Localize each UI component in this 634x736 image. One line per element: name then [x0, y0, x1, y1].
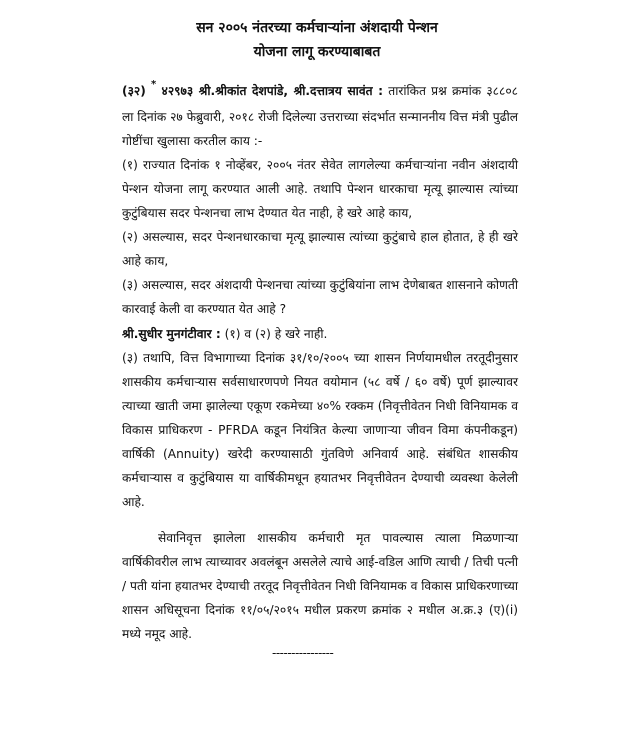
- answer-paragraph-2: सेवानिवृत्त झालेला शासकीय कर्मचारी मृत पावल्यास त्याला मिळणाऱ्या वार्षिकीवरील लाभ त्याच्यावर अवलंबून असलेले त्याचे आई-वडिल आणि त्याची / तिची पत्नी / पती यांना हयातभर देण्याची तरतूद निवृत्तीवेतन निधी विनियामक व विकास प्राधिकरणाच्या शासन अधिसूचना दिनांक ११/०५/२०१५ मधील प्रकरण क्रमांक २ मधील अ.क्र.३ (ए)(i) मध्ये नमूद आहे.: [122, 531, 518, 641]
- starred-marker: *: [151, 79, 157, 90]
- question-ref-names: ४२९७३ श्री.श्रीकांत देशपांडे, श्री.दत्तात्रय सावंत :: [161, 84, 384, 98]
- question-item-3: (३) असल्यास, सदर अंशदायी पेन्शनचा त्यांच्या कुटुंबियांना लाभ देणेबाबत शासनाने कोणती कारवाई केली वा करण्यात येत आहे ?: [122, 278, 518, 316]
- end-separator: ----------------: [272, 646, 334, 660]
- question-intro-text: तारांकित प्रश्न क्रमांक ३८८०८ ला दिनांक २७ फेब्रुवारी, २०१८ रोजी दिलेल्या उत्तराच्या संदर्भात सन्माननीय वित्त मंत्री पुढील गोष्टींचा खुलासा करतील काय :-: [122, 84, 519, 148]
- question-item-1: (१) राज्यात दिनांक १ नोव्हेंबर, २००५ नंतर सेवेत लागलेल्या कर्मचाऱ्यांना नवीन अंशदायी पेन्शन योजना लागू करण्यात आली आहे. तथापि पेन्शन धारकाचा मृत्यू झाल्यास त्यांच्या कुटुंबियास सदर पेन्शनचा लाभ देण्यात येत नाही, हे खरे आहे काय,: [122, 158, 518, 220]
- minister-name: श्री.सुधीर मुनगंटीवार :: [122, 327, 221, 341]
- question-block: [122, 79, 518, 321]
- title-line-2: योजना लागू करण्याबाबत: [253, 44, 381, 60]
- answer-line-1: (१) व (२) हे खरे नाही.: [224, 327, 328, 341]
- question-intro: [122, 79, 518, 153]
- title-line-1: सन २००५ नंतरच्या कर्मचाऱ्यांना अंशदायी पेन्शन: [196, 20, 438, 36]
- question-item-2: (२) असल्यास, सदर पेन्शनधारकाचा मृत्यू झाल्यास त्यांच्या कुटुंबाचे हाल होतात, हे ही खरे आहे काय,: [122, 230, 518, 268]
- answer-first-line: [122, 322, 518, 346]
- answer-paragraph-1: (३) तथापि, वित्त विभागाच्या दिनांक ३१/१०/२००५ च्या शासन निर्णयामधील तरतूदीनुसार शासकीय कर्मचाऱ्यास सर्वसाधारणपणे नियत वयोमान (५८ वर्षे / ६० वर्षे) पूर्ण झाल्यावर त्याच्या खाती जमा झालेल्या एकूण रकमेच्या ४०% रक्कम (निवृत्तीवेतन निधी विनियामक व विकास प्राधिकरण - PFRDA कडून नियंत्रित केल्या जाणाऱ्या जीवन विमा कंपनीकडून) वार्षिकी (Annuity) खरेदी करण्यासाठी गुंतविणे अनिवार्य आहे. संबंधित शासकीय कर्मचाऱ्यास व कुटुंबियास या वार्षिकीमधून हयातभर निवृत्तीवेतन देण्याची व्यवस्था केलेली आहे.: [122, 351, 518, 509]
- question-number: (३२): [122, 84, 146, 98]
- answer-block: [122, 322, 518, 514]
